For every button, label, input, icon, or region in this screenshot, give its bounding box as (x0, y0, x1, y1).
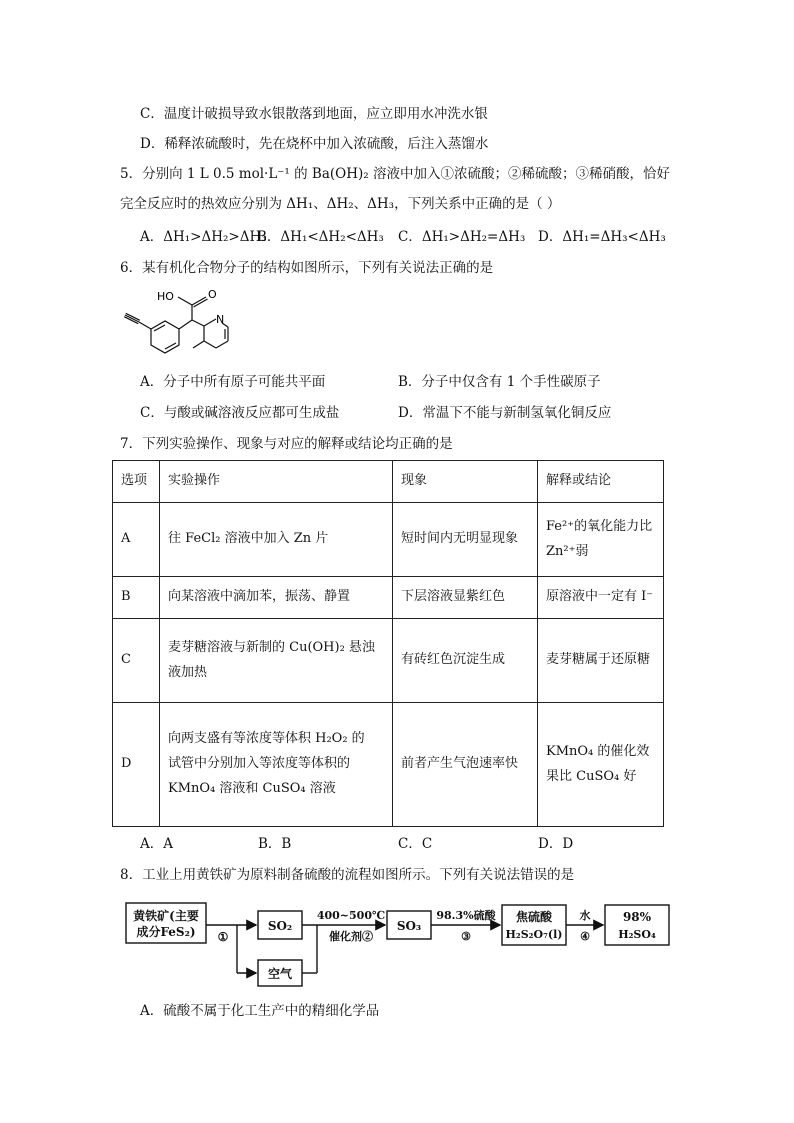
row-a-phenomenon: 短时间内无明显现象 (393, 503, 538, 577)
pyrite-label-line1: 黄铁矿(主要 (133, 909, 199, 923)
row-c-operation-line2: 液加热 (168, 664, 208, 680)
sulfuric-acid-flow-diagram (125, 893, 673, 993)
temperature-label: 400~500℃ (316, 909, 386, 922)
row-d-phenomenon: 前者产生气泡速率快 (393, 703, 538, 827)
pyrosulfuric-label-line2: H₂S₂O₇(l) (505, 928, 563, 941)
q5-option-d: D．ΔH₁=ΔH₃<ΔH₃ (538, 229, 666, 245)
row-b-operation: 向某溶液中滴加苯，振荡、静置 (160, 577, 393, 619)
q7-option-b: B．B (258, 836, 292, 852)
q5-option-c: C．ΔH₁>ΔH₂=ΔH₃ (398, 229, 526, 245)
question-5-stem-cont: 完全反应时的热效应分别为 ΔH₁、ΔH₂、ΔH₃，下列关系中正确的是（ ） (120, 196, 561, 212)
question-6-stem: 6．某有机化合物分子的结构如图所示，下列有关说法正确的是 (120, 260, 494, 276)
water-label: 水 (579, 909, 591, 922)
table-header-row (113, 461, 664, 503)
q5-option-a: A．ΔH₁>ΔH₂>ΔH₃ (140, 229, 267, 245)
row-d-conclusion (538, 703, 664, 827)
row-c-operation (160, 619, 393, 703)
row-c-option: C (113, 619, 160, 703)
row-a-conclusion (538, 503, 664, 577)
header-conclusion: 解释或结论 (538, 461, 664, 503)
q6-option-d: D．常温下不能与新制氢氧化铜反应 (398, 405, 612, 421)
q6-option-c: C．与酸或碱溶液反应都可生成盐 (140, 405, 340, 421)
question-5-stem: 5．分别向 1 L 0.5 mol·L⁻¹ 的 Ba(OH)₂ 溶液中加入①浓硫酸；②稀硫酸；③稀硝酸，恰好 (120, 166, 670, 182)
so3-label: SO₃ (396, 919, 422, 933)
row-b-conclusion: 原溶液中一定有 I⁻ (538, 577, 664, 619)
row-c-phenomenon: 有砖红色沉淀生成 (393, 619, 538, 703)
row-a-operation: 往 FeCl₂ 溶液中加入 Zn 片 (160, 503, 393, 577)
table-row (113, 503, 664, 577)
step1-label: ① (217, 930, 229, 944)
question-7-stem: 7．下列实验操作、现象与对应的解释或结论均正确的是 (120, 436, 453, 452)
option-c-text: C．温度计破损导致水银散落到地面，应立即用水冲洗水银 (140, 106, 488, 122)
nitrogen-label: N (216, 313, 225, 326)
q6-option-a: A．分子中所有原子可能共平面 (140, 374, 326, 390)
step3-label: ③ (461, 930, 471, 943)
header-phenomenon: 现象 (393, 461, 538, 503)
step4-label: ④ (580, 930, 590, 943)
q8-option-a: A．硫酸不属于化工生产中的精细化学品 (140, 1003, 380, 1019)
carbonyl-oxygen-label: O (208, 288, 217, 301)
catalyst-label: 催化剂② (329, 930, 373, 943)
molecule-structure (115, 284, 255, 364)
row-d-option: D (113, 703, 160, 827)
row-c-conclusion: 麦芽糖属于还原糖 (538, 619, 664, 703)
product-label-line2: H₂SO₄ (618, 928, 656, 941)
q7-option-d: D．D (538, 836, 574, 852)
row-d-conclusion-line1: KMnO₄ 的催化效 (546, 743, 650, 759)
row-d-conclusion-line2: 果比 CuSO₄ 好 (546, 768, 637, 784)
pyrite-label-line2: 成分FeS₂) (136, 925, 196, 939)
product-label-line1: 98% (622, 910, 652, 924)
question-8-stem: 8．工业上用黄铁矿为原料制备硫酸的流程如图所示。下列有关说法错误的是 (120, 867, 575, 883)
row-c-operation-line1: 麦芽糖溶液与新制的 Cu(OH)₂ 悬浊 (168, 639, 375, 655)
q7-option-c: C．C (398, 836, 433, 852)
row-d-operation-line1: 向两支盛有等浓度等体积 H₂O₂ 的 (168, 731, 365, 747)
header-option: 选项 (113, 461, 160, 503)
row-a-conclusion-line1: Fe²⁺的氧化能力比 (546, 518, 653, 534)
q5-option-b: B．ΔH₁<ΔH₂<ΔH₃ (257, 229, 384, 245)
row-a-option: A (113, 503, 160, 577)
header-operation: 实验操作 (160, 461, 393, 503)
experiment-table (112, 460, 664, 827)
row-b-option: B (113, 577, 160, 619)
row-d-operation-line3: KMnO₄ 溶液和 CuSO₄ 溶液 (168, 780, 336, 796)
row-d-operation-line2: 试管中分别加入等浓度等体积的 (168, 756, 351, 772)
q6-option-b: B．分子中仅含有 1 个手性碳原子 (398, 374, 601, 390)
q7-option-a: A．A (140, 836, 173, 852)
air-label: 空气 (267, 967, 293, 981)
table-row (113, 703, 664, 827)
acid-label: 98.3%硫酸 (436, 909, 496, 922)
row-d-operation (160, 703, 393, 827)
row-a-conclusion-line2: Zn²⁺弱 (546, 543, 589, 559)
option-d-text: D．稀释浓硫酸时，先在烧杯中加入浓硫酸，后注入蒸馏水 (140, 136, 489, 152)
table-row (113, 619, 664, 703)
hydroxyl-label: HO (157, 290, 174, 303)
pyrosulfuric-label-line1: 焦硫酸 (515, 910, 553, 924)
so2-label: SO₂ (267, 919, 293, 933)
row-b-phenomenon: 下层溶液显紫红色 (393, 577, 538, 619)
table-row (113, 577, 664, 619)
